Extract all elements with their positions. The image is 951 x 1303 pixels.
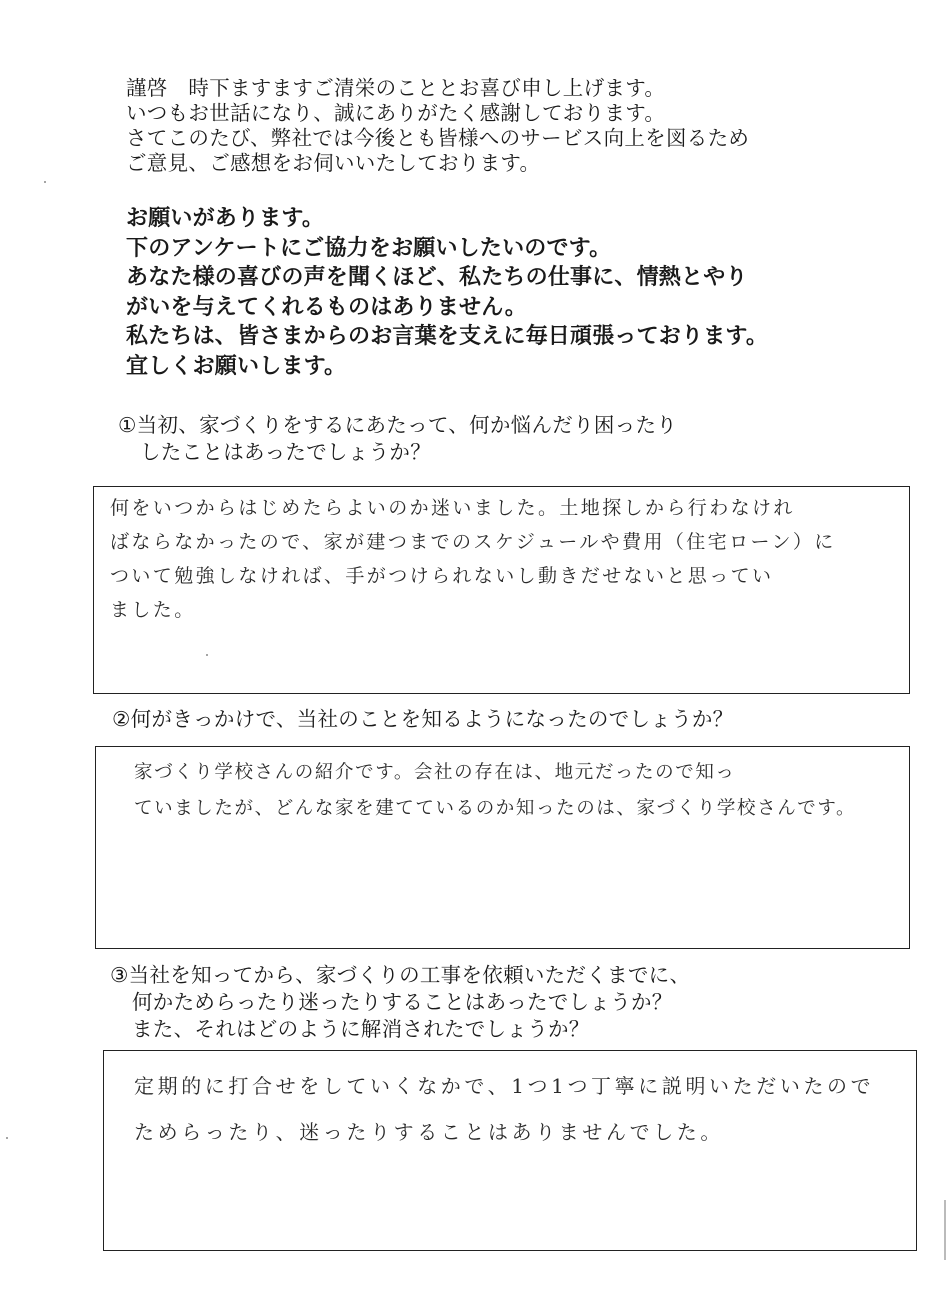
question-3 xyxy=(110,962,690,1043)
handwritten-answer-3 xyxy=(134,1063,874,1155)
answer-1-line: ばならなかったので、家が建つまでのスケジュールや費用（住宅ローン）に xyxy=(110,531,836,553)
request-line: あなた様の喜びの声を聞くほど、私たちの仕事に、情熱とやり xyxy=(126,265,748,290)
answer-1-line: ました。 xyxy=(110,599,196,621)
request-line: がいを与えてくれるものはありません。 xyxy=(126,294,527,320)
answer-2-line: 家づくり学校さんの紹介です。会社の存在は、地元だったので知っ xyxy=(134,762,736,783)
answer-box-2 xyxy=(95,746,910,949)
intro-greeting xyxy=(126,76,749,176)
question-3-line: また、それはどのように解消されたでしょうか？ xyxy=(132,1017,590,1041)
question-1 xyxy=(118,412,677,466)
handwritten-answer-1 xyxy=(110,491,836,627)
request-line: 下のアンケートにご協力をお願いしたいのです。 xyxy=(126,235,612,261)
scan-edge-mark xyxy=(944,1200,946,1260)
intro-line: ご意見、ご感想をお伺いいたしております。 xyxy=(126,151,541,175)
scan-speck xyxy=(44,181,46,183)
intro-line: いつもお世話になり、誠にありがたく感謝しております。 xyxy=(126,101,666,125)
request-line: お願いがあります。 xyxy=(126,206,325,231)
handwritten-answer-2 xyxy=(134,755,856,827)
question-3-line: ③当社を知ってから、家づくりの工事を依頼いただくまでに、 xyxy=(110,963,691,987)
answer-2-line: ていましたが、どんな家を建てているのか知ったのは、家づくり学校さんです。 xyxy=(134,798,857,819)
request-message xyxy=(126,204,768,381)
intro-line: さてこのたび、弊社では今後とも皆様へのサービス向上を図るため xyxy=(126,126,750,150)
request-line: 私たちは、皆さまからのお言葉を支えに毎日頑張っております。 xyxy=(126,324,769,349)
question-2 xyxy=(112,706,733,733)
answer-box-1 xyxy=(93,486,910,694)
question-2-line: ②何がきっかけで、当社のことを知るようになったのでしょうか？ xyxy=(112,707,734,731)
answer-1-line: 何をいつからはじめたらよいのか迷いました。土地探しから行わなけれ xyxy=(110,497,795,519)
question-1-line: したことはあったでしょうか？ xyxy=(140,440,431,464)
question-1-line: ①当初、家づくりをするにあたって、何か悩んだり困ったり xyxy=(118,413,678,437)
question-3-line: 何かためらったり迷ったりすることはあったでしょうか？ xyxy=(132,990,673,1014)
answer-3-line: 定期的に打合せをしていくなかで、1つ1つ丁寧に説明いただいたので xyxy=(134,1074,875,1098)
request-line: 宜しくお願いします。 xyxy=(126,353,347,379)
answer-3-line: ためらったり、迷ったりすることはありませんでした。 xyxy=(134,1120,724,1144)
answer-box-3 xyxy=(103,1050,917,1251)
intro-line: 謹啓 時下ますますご清栄のこととお喜び申し上げます。 xyxy=(126,76,666,100)
scan-speck xyxy=(6,1137,8,1139)
scan-speck xyxy=(206,654,208,656)
answer-1-line: ついて勉強しなければ、手がつけられないし動きだせないと思ってい xyxy=(110,565,774,587)
